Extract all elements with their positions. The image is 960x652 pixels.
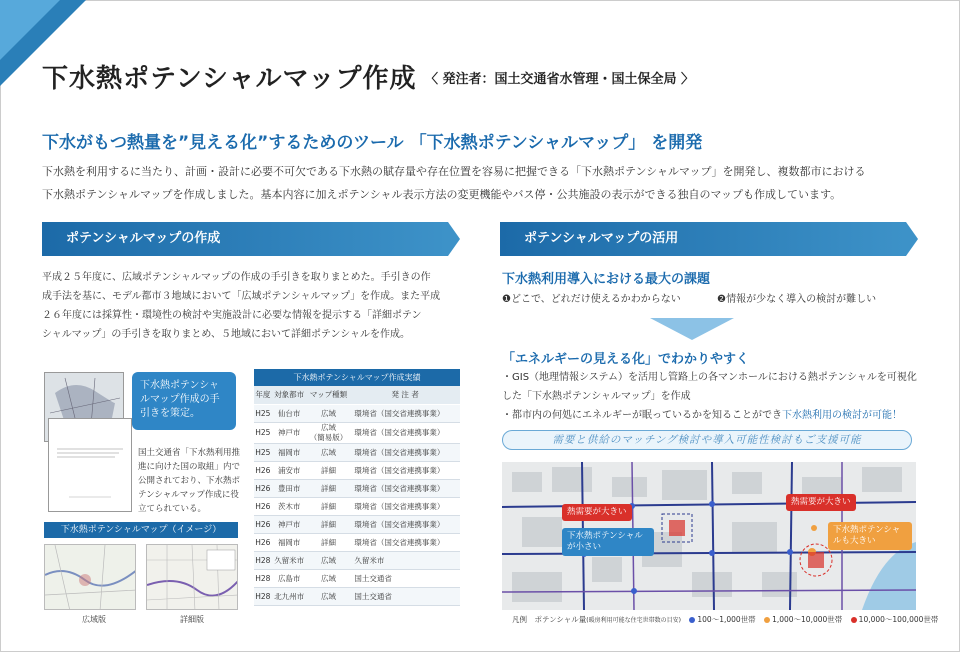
document-lines-icon <box>49 419 131 511</box>
table-cell: 詳細 <box>307 479 351 497</box>
guide-note: 国土交通省「下水熱利用推進に向けた国の取組」内で公開されており、下水熱ポテンシャルマップ作成に役立てられている。 <box>138 448 241 514</box>
table-row <box>254 461 460 479</box>
table-cell: H25 <box>254 422 272 443</box>
table-cell: 浦安市 <box>272 461 307 479</box>
challenge-point-2: ❷情報が少なく導入の検討が難しい <box>717 294 877 305</box>
table-cell: 福岡市 <box>272 533 307 551</box>
guide-document-thumbnail <box>48 418 132 512</box>
page-subtitle: 〈 発注者：国土交通省水管理・国土保全局 〉 <box>425 72 695 87</box>
left-body-line: 成手法を基に、モデル都市３地域において「広域ポテンシャルマップ」を作成。また平成 <box>42 291 441 302</box>
table-cell: 北九州市 <box>272 587 307 605</box>
table-cell: 広域 （簡易版） <box>307 422 351 443</box>
caption-wide: 広域版 <box>82 615 106 624</box>
down-arrow-icon <box>650 318 734 340</box>
table-cell: 豊田市 <box>272 479 307 497</box>
table-cell: 環境省（国交省連携事業） <box>350 422 460 443</box>
results-table <box>254 369 460 606</box>
table-cell: 広域 <box>307 587 351 605</box>
solution-line-2a: ・都市内の何処にエネルギーが眠っているかを知ることができ <box>502 410 782 421</box>
table-cell: 広域 <box>307 404 351 422</box>
left-body-line: ２６年度には採算性・環境性の検討や実施設計に必要な情報を提示する「詳細ポテン <box>42 310 422 321</box>
detail-map-sketch <box>147 545 238 610</box>
table-cell: 詳細 <box>307 533 351 551</box>
table-cell: 環境省（国交省連携事業） <box>350 443 460 461</box>
legend-low: 100〜1,000世帯 <box>697 615 756 624</box>
legend-dot-mid <box>764 617 770 623</box>
table-cell: 仙台市 <box>272 404 307 422</box>
label-demand-large-right: 熱需要が大きい <box>786 494 856 511</box>
table-cell: H26 <box>254 461 272 479</box>
label-potential-small: 下水熱ポテンシャルが小さい <box>562 528 654 556</box>
table-cell: H26 <box>254 515 272 533</box>
table-header: マップ種類 <box>307 386 351 404</box>
table-cell: 広域 <box>307 551 351 569</box>
wide-map-sketch <box>45 545 136 610</box>
table-cell: 神戸市 <box>272 515 307 533</box>
table-cell: H26 <box>254 479 272 497</box>
table-cell: H26 <box>254 497 272 515</box>
challenge-point-1: ❶どこで、どれだけ使えるかわからない <box>502 294 681 305</box>
table-cell: 環境省（国交省連携事業） <box>350 479 460 497</box>
label-potential-large: 下水熱ポテンシャルも大きい <box>828 522 912 550</box>
table-cell: 茨木市 <box>272 497 307 515</box>
table-header-row <box>254 386 460 404</box>
challenge-title: 下水熱利用導入における最大の課題 <box>502 272 711 287</box>
table-cell: H28 <box>254 551 272 569</box>
legend-dot-high <box>851 617 857 623</box>
table-cell: H26 <box>254 533 272 551</box>
left-body-line: シャルマップ」の手引きを取りまとめ、５地域において詳細ポテンシャルを作成。 <box>42 329 411 340</box>
corner-decoration-inner <box>0 0 60 60</box>
table-row <box>254 587 460 605</box>
table-cell: 詳細 <box>307 461 351 479</box>
solution-title: 「エネルギーの見える化」でわかりやすく <box>502 352 750 367</box>
table-cell: 環境省（国交省連携事業） <box>350 404 460 422</box>
wide-map-image <box>44 544 136 610</box>
table-cell: 詳細 <box>307 497 351 515</box>
intro-line: 下水熱を利用するに当たり、計画・設計に必要不可欠である下水熱の賦存量や存在位置を容易に把握できる「下水熱ポテンシャルマップ」を開発し、複数都市における <box>42 165 866 178</box>
table-cell: 環境省（国交省連携事業） <box>350 515 460 533</box>
table-cell: 国土交通省 <box>350 587 460 605</box>
solution-text <box>502 368 918 425</box>
table-row <box>254 551 460 569</box>
legend-note: (暖房利用可能な住宅世帯数の目安) <box>586 617 681 624</box>
map-legend <box>512 614 938 625</box>
headline: 下水がもつ熱量を”見える化”するためのツール 「下水熱ポテンシャルマップ」 を開発 <box>42 133 703 153</box>
legend-high: 10,000〜100,000世帯 <box>858 615 939 624</box>
caption-detail: 詳細版 <box>180 615 204 624</box>
table-cell: H25 <box>254 443 272 461</box>
table-cell: 詳細 <box>307 515 351 533</box>
table-row <box>254 404 460 422</box>
guide-callout: 下水熱ポテンシャルマップ作成の手引きを策定。 <box>132 372 236 430</box>
table-cell: 広域 <box>307 569 351 587</box>
legend-dot-low <box>689 617 695 623</box>
detail-map-image <box>146 544 238 610</box>
page-title: 下水熱ポテンシャルマップ作成 <box>42 64 417 94</box>
table-cell: 久留米市 <box>350 551 460 569</box>
table-row <box>254 515 460 533</box>
solution-line-2 <box>502 406 918 425</box>
solution-highlight: 下水熱利用の検討が可能！ <box>782 410 902 421</box>
left-body <box>42 268 460 344</box>
label-demand-large-left: 熱需要が大きい <box>562 504 632 521</box>
table-cell: 広域 <box>307 443 351 461</box>
table-cell: 環境省（国交省連携事業） <box>350 533 460 551</box>
section-header-use: ポテンシャルマップの活用 <box>500 222 906 256</box>
table-header: 発 注 者 <box>350 386 460 404</box>
table-cell: 神戸市 <box>272 422 307 443</box>
challenge-points <box>502 290 876 305</box>
potential-map <box>502 462 916 610</box>
left-body-line: 平成２５年度に、広域ポテンシャルマップの作成の手引きを取りまとめた。手引きの作 <box>42 272 431 283</box>
intro-line: 下水熱ポテンシャルマップを作成しました。基本内容に加えポテンシャル表示方法の変更機能やバス停・公共施設の表示ができる独自のマップも作成しています。 <box>42 188 842 201</box>
table-row <box>254 533 460 551</box>
table-row <box>254 443 460 461</box>
table-cell: 久留米市 <box>272 551 307 569</box>
table-cell: H28 <box>254 587 272 605</box>
table-header: 年度 <box>254 386 272 404</box>
intro-text <box>42 160 922 206</box>
results-table-title: 下水熱ポテンシャルマップ作成実績 <box>254 369 460 386</box>
table-cell: 国土交通省 <box>350 569 460 587</box>
section-header-create: ポテンシャルマップの作成 <box>42 222 448 256</box>
table-row <box>254 422 460 443</box>
table-row <box>254 479 460 497</box>
table-cell: H25 <box>254 404 272 422</box>
table-cell: 環境省（国交省連携事業） <box>350 461 460 479</box>
table-cell: 福岡市 <box>272 443 307 461</box>
table-header: 対象都市 <box>272 386 307 404</box>
legend-mid: 1,000〜10,000世帯 <box>772 615 843 624</box>
table-cell: 環境省（国交省連携事業） <box>350 497 460 515</box>
legend-prefix: 凡例 ポテンシャル量 <box>512 615 587 624</box>
table-row <box>254 569 460 587</box>
table-cell: 広島市 <box>272 569 307 587</box>
map-image-bar: 下水熱ポテンシャルマップ（イメージ） <box>44 522 238 538</box>
solution-line-1: ・GIS（地理情報システム）を活用し管路上の各マンホールにおける熱ポテンシャルを可視化した「下水熱ポテンシャルマップ」を作成 <box>502 372 917 402</box>
support-pill: 需要と供給のマッチング検討や導入可能性検討もご支援可能 <box>502 430 912 450</box>
table-row <box>254 497 460 515</box>
table-cell: H28 <box>254 569 272 587</box>
